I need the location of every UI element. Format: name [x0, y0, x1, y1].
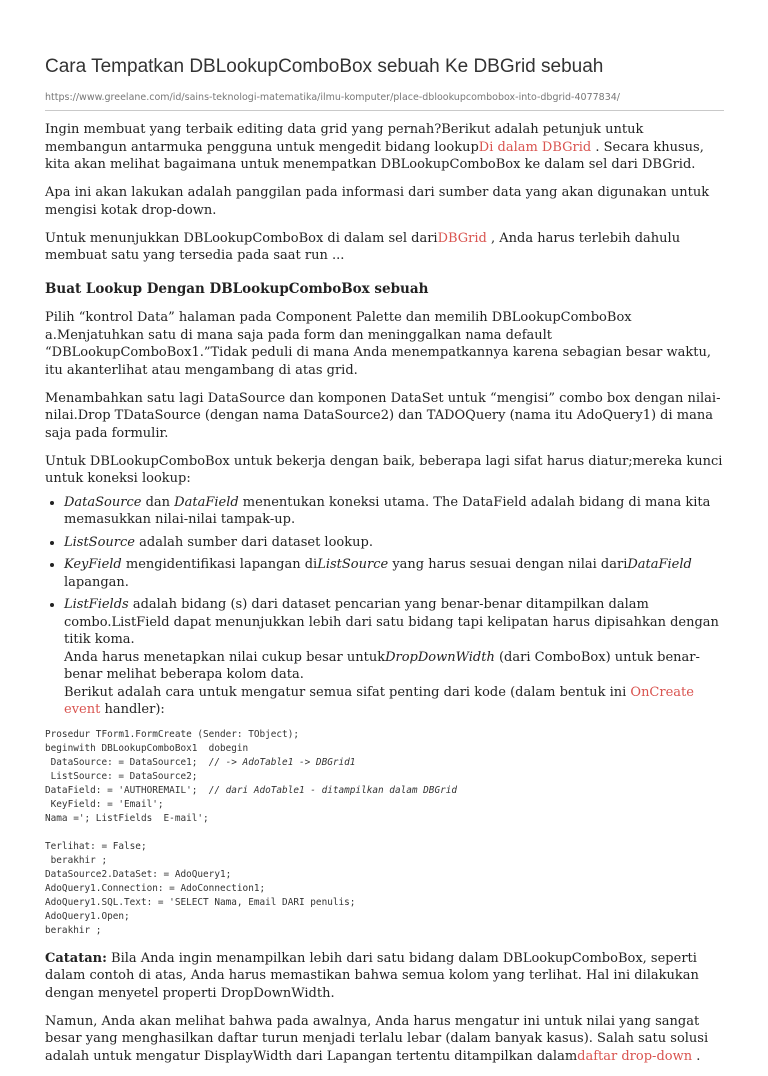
- list-text: Anda harus menetapkan nilai cukup besar untuk: [64, 649, 386, 665]
- code-line: AdoQuery1.SQL.Text: = 'SELECT Nama, Email DARI penulis;: [45, 896, 356, 908]
- code-line: KeyField: = 'Email';: [45, 798, 164, 810]
- code-comment: // dari AdoTable1 - ditampilkan dalam DBGrid: [208, 784, 458, 796]
- dbgrid-inline-link[interactable]: DBGrid: [437, 230, 487, 246]
- intro-p3-text: Untuk menunjukkan DBLookupComboBox di dalam sel dari: [45, 230, 438, 246]
- dbgrid-link[interactable]: Di dalam DBGrid: [478, 139, 592, 155]
- intro-p3-after: , Anda harus terlebih dahulu membuat satu yang tersedia pada saat run ...: [45, 230, 681, 263]
- section-paragraph-2: Menambahkan satu lagi DataSource dan komponen DataSet untuk “mengisi” combo box dengan nilai-nilai.Drop TDataSource (dengan nama DataSource2) dan TADOQuery (nama itu AdoQuery1) di mana saja pada formulir.: [45, 390, 721, 441]
- note-text: Bila Anda ingin menampilkan lebih dari satu bidang dalam DBLookupComboBox, seperti dalam contoh di atas, Anda harus memastikan bahwa semua kolom yang terlihat. Hal ini dilakukan dengan menyetel properti DropDownWidth.: [45, 950, 699, 1001]
- list-text: Berikut adalah cara untuk mengatur semua sifat penting dari kode (dalam bentuk ini: [64, 684, 631, 700]
- article-title: Cara Tempatkan DBLookupComboBox sebuah Ke DBGrid sebuah: [45, 56, 604, 77]
- list-text: dan: [141, 494, 175, 510]
- code-line: Prosedur TForm1.FormCreate (Sender: TObject);: [45, 728, 299, 740]
- code-line: beginwith DBLookupComboBox1 dobegin: [45, 742, 249, 754]
- list-text: adalah sumber dari dataset lookup.: [134, 534, 373, 550]
- intro-p1-after: . Secara khusus, kita akan melihat bagaimana untuk menempatkan DBLookupComboBox ke dalam sel dari DBGrid.: [45, 139, 704, 172]
- code-comment: // -> AdoTable1 -> DBGrid1: [208, 756, 356, 768]
- list-item-keyfield: [64, 556, 724, 591]
- code-block: [45, 728, 724, 938]
- term-listfields: ListFields: [64, 597, 129, 612]
- term-datasource: DataSource: [64, 494, 142, 510]
- code-line: Terlihat: = False;: [45, 840, 147, 852]
- intro-paragraph-1: [45, 121, 724, 174]
- code-line: DataSource2.DataSet: = AdoQuery1;: [45, 868, 232, 880]
- intro-paragraph-2: Apa ini akan lakukan adalah panggilan pada informasi dari sumber data yang akan digunakan untuk mengisi kotak drop-down.: [45, 185, 710, 218]
- note-label: Catatan:: [45, 950, 107, 966]
- property-list: [45, 494, 724, 719]
- list-text: mengidentifikasi lapangan di: [121, 557, 318, 572]
- section-paragraph-1: Pilih “kontrol Data” halaman pada Component Palette dan memilih DBLookupComboBox a.Menjatuhkan satu di mana saja pada form dan meninggalkan nama default “DBLookupComboBox1.”Tidak peduli di mana Anda menempatkannya karena sebagian besar waktu, itu akanterlihat atau mengambang di atas grid.: [45, 310, 712, 378]
- list-item-listfields: [64, 596, 724, 719]
- outro-paragraph: [45, 1013, 724, 1066]
- code-line: AdoQuery1.Connection: = AdoConnection1;: [45, 882, 266, 894]
- code-line: Nama ='; ListFields E-mail';: [45, 812, 209, 824]
- list-text: (dari ComboBox) untuk benar-benar melihat beberapa kolom data.: [64, 649, 700, 682]
- dropdown-list-link[interactable]: daftar drop-down: [577, 1048, 693, 1064]
- code-line: berakhir ;: [45, 924, 102, 936]
- term-dropdownwidth: DropDownWidth: [385, 649, 495, 665]
- term-datafield: DataField: [627, 557, 692, 572]
- code-line: AdoQuery1.Open;: [45, 910, 130, 922]
- code-line: DataField: = 'AUTHOREMAIL';: [45, 784, 209, 796]
- list-text: yang harus sesuai dengan nilai dari: [388, 557, 628, 572]
- code-line: ListSource: = DataSource2;: [45, 770, 198, 782]
- oncreate-event-link[interactable]: OnCreate event: [64, 684, 694, 717]
- list-text: menentukan koneksi utama. The DataField adalah bidang di mana kita memasukkan nilai-nilai tampak-up.: [64, 494, 711, 527]
- section-heading: Buat Lookup Dengan DBLookupComboBox sebuah: [45, 280, 429, 297]
- outro-after: .: [692, 1048, 701, 1064]
- term-datafield: DataField: [174, 494, 239, 510]
- list-text: adalah bidang (s) dari dataset pencarian yang benar-benar ditampilkan dalam combo.ListField dapat menunjukkan lebih dari satu bidang tapi kelipatan harus dipisahkan dengan titik koma.: [64, 597, 719, 647]
- note-paragraph: [45, 950, 724, 1003]
- outro-text: Namun, Anda akan melihat bahwa pada awalnya, Anda harus mengatur ini untuk nilai yang sangat besar yang menghasilkan daftar turun menjadi terlalu lebar (dalam banyak kasus). Salah satu solusi adalah untuk mengatur DisplayWidth dari Lapangan tertentu ditampilkan dalam: [45, 1013, 709, 1064]
- section-paragraph-3: Untuk DBLookupComboBox untuk bekerja dengan baik, beberapa lagi sifat harus diatur;mereka kunci untuk koneksi lookup:: [45, 453, 723, 486]
- code-line: DataSource: = DataSource1;: [45, 756, 209, 768]
- intro-paragraph-3: [45, 230, 724, 265]
- term-listsource: ListSource: [64, 534, 135, 550]
- divider: [45, 110, 724, 111]
- intro-p1-text: Ingin membuat yang terbaik editing data grid yang pernah?Berikut adalah petunjuk untuk membangun antarmuka pengguna untuk mengedit bidang lookup: [45, 122, 644, 155]
- term-keyfield: KeyField: [64, 557, 122, 572]
- list-item-listsource: [64, 534, 724, 552]
- list-text: lapangan.: [64, 574, 129, 590]
- list-item-datasource: [64, 494, 724, 529]
- list-text: handler):: [100, 702, 165, 717]
- source-url[interactable]: https://www.greelane.com/id/sains-teknologi-matematika/ilmu-komputer/place-dblookupcombobox-into-dbgrid-4077834/: [45, 92, 620, 103]
- code-line: berakhir ;: [45, 854, 108, 866]
- article-body: [45, 121, 724, 1076]
- term-listsource: ListSource: [317, 557, 389, 572]
